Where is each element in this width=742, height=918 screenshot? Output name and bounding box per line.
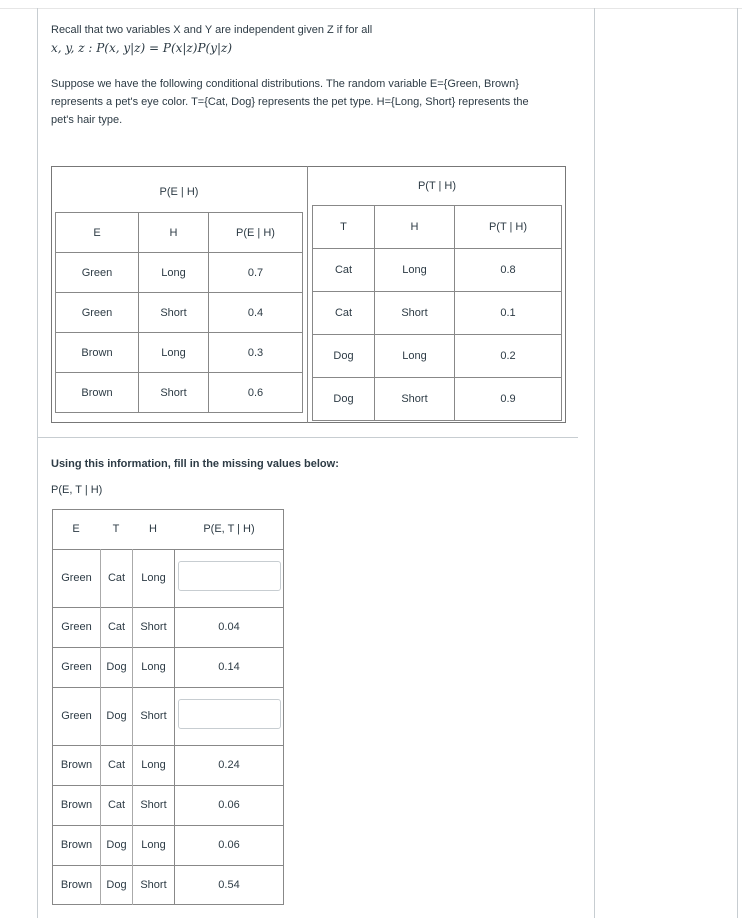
eh-table-cell: Green	[55, 292, 139, 333]
th-table-cell: Dog	[312, 334, 375, 378]
th-table-cell: 0.9	[454, 377, 562, 421]
eh-table-cell: Long	[138, 252, 209, 293]
top-divider	[0, 8, 742, 9]
distributions-divider	[307, 166, 308, 423]
eth-table-cell: Dog	[106, 879, 127, 891]
eth-table-cell: Brown	[60, 839, 93, 851]
eth-value-cell: 0.06	[218, 839, 240, 851]
th-table-cell: Short	[374, 291, 455, 335]
th-table-cell: 0.2	[454, 334, 562, 378]
eth-table-cell: Long	[141, 759, 166, 771]
eth-table-cell: Cat	[107, 759, 126, 771]
th-header-cell: H	[374, 205, 455, 249]
th-table-cell: Long	[374, 248, 455, 292]
th-table-cell: Cat	[312, 291, 375, 335]
eth-table-cell: Green	[61, 710, 92, 722]
left-border	[37, 8, 38, 918]
th-table-cell: 0.8	[454, 248, 562, 292]
instruction-text: Using this information, fill in the missing values below:	[51, 458, 339, 470]
eth-table-cell: Dog	[106, 661, 127, 673]
eth-value-cell: 0.24	[218, 759, 240, 771]
eth-table-cell: Long	[141, 839, 166, 851]
eh-header-cell: H	[138, 212, 209, 253]
th-header-cell: T	[312, 205, 375, 249]
th-table-cell: 0.1	[454, 291, 562, 335]
eth-value-cell: 0.54	[218, 879, 240, 891]
th-table-cell: Cat	[312, 248, 375, 292]
eth-value-cell: 0.06	[218, 799, 240, 811]
eth-table-cell: Dog	[106, 710, 127, 722]
eth-table-cell: Long	[141, 661, 166, 673]
eth-table-cell: Green	[61, 661, 92, 673]
eth-table-cell: Cat	[107, 572, 126, 584]
eth-header-cell: T	[112, 523, 120, 535]
answer-title: P(E, T | H)	[51, 484, 103, 496]
answer-input[interactable]	[178, 561, 281, 591]
eth-header-cell: P(E, T | H)	[203, 523, 255, 535]
far-right-border	[737, 8, 738, 918]
eth-table-cell: Cat	[107, 621, 126, 633]
th-table-title: P(T | H)	[417, 180, 457, 192]
independence-definition: Recall that two variables X and Y are independent given Z if for all	[51, 24, 373, 36]
eh-table-cell: Short	[138, 292, 209, 333]
eth-table-cell: Short	[140, 710, 167, 722]
eth-value-cell: 0.04	[218, 621, 240, 633]
eh-table-cell: 0.6	[208, 372, 303, 413]
description-line-1: Suppose we have the following conditional distributions. The random variable E={Green, Brown}	[51, 78, 519, 90]
eth-table-cell: Green	[61, 621, 92, 633]
eh-header-cell: E	[55, 212, 139, 253]
eh-table-cell: 0.3	[208, 332, 303, 373]
eth-table-cell: Brown	[60, 799, 93, 811]
description-line-3: pet's hair type.	[51, 114, 123, 126]
eh-table-title: P(E | H)	[159, 186, 199, 198]
eth-header-cell: E	[72, 523, 80, 535]
eh-table-cell: Green	[55, 252, 139, 293]
eh-table-cell: 0.7	[208, 252, 303, 293]
eth-value-cell: 0.14	[218, 661, 240, 673]
eh-table-cell: Brown	[55, 372, 139, 413]
eh-header-cell: P(E | H)	[208, 212, 303, 253]
eth-table-cell: Brown	[60, 879, 93, 891]
th-table-cell: Dog	[312, 377, 375, 421]
description-line-2: represents a pet's eye color. T={Cat, Dog} represents the pet type. H={Long, Short} represents the	[51, 96, 529, 108]
eh-table-cell: 0.4	[208, 292, 303, 333]
eth-table-cell: Brown	[60, 759, 93, 771]
eth-table-cell: Short	[140, 879, 167, 891]
th-table-cell: Long	[374, 334, 455, 378]
eth-table-cell: Dog	[106, 839, 127, 851]
eth-table-cell: Cat	[107, 799, 126, 811]
eth-table-cell: Long	[141, 572, 166, 584]
eh-table-cell: Long	[138, 332, 209, 373]
th-table-cell: Short	[374, 377, 455, 421]
eth-column-divider	[174, 687, 175, 745]
right-border	[594, 8, 595, 918]
eth-column-divider	[174, 549, 175, 607]
eth-table-cell: Short	[140, 621, 167, 633]
eth-header-cell: H	[149, 523, 157, 535]
section-divider	[37, 437, 578, 438]
eh-table-cell: Brown	[55, 332, 139, 373]
eh-table-cell: Short	[138, 372, 209, 413]
eth-table-cell: Green	[61, 572, 92, 584]
answer-input[interactable]	[178, 699, 281, 729]
independence-formula: x, y, z : P(x, y|z) = P(x|z)P(y|z)	[51, 41, 233, 55]
eth-table-cell: Short	[140, 799, 167, 811]
th-header-cell: P(T | H)	[454, 205, 562, 249]
